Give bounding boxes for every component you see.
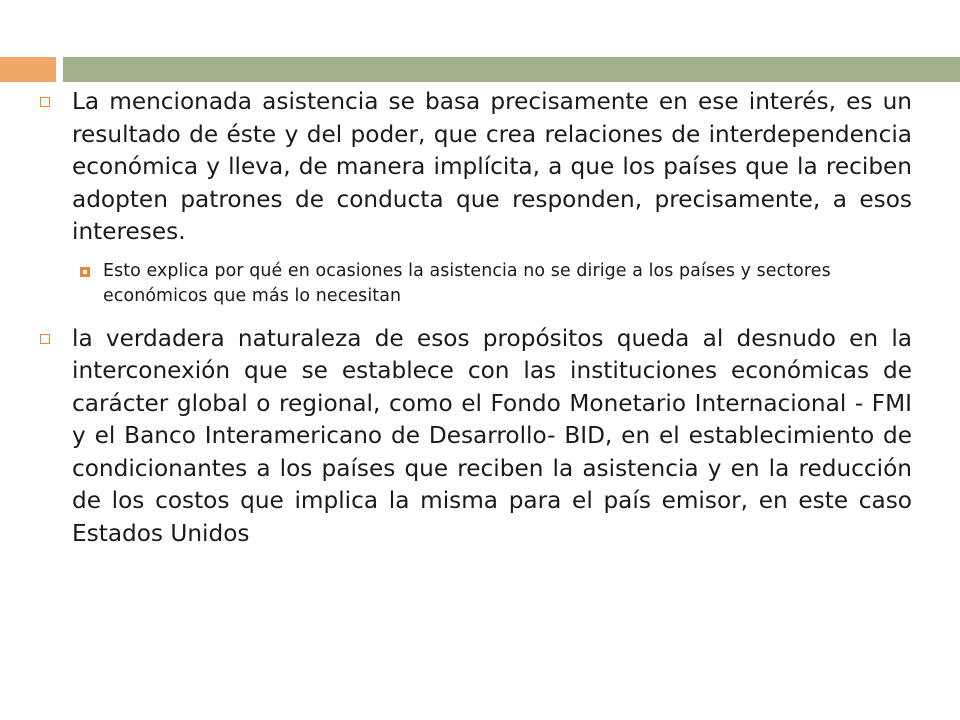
sub-bullet-text: Esto explica por qué en ocasiones la asistencia no se dirige a los países y sectores económicos que más lo necesitan [103, 260, 831, 306]
filled-square-bullet-icon [80, 267, 90, 277]
bullet-text: La mencionada asistencia se basa precisamente en ese interés, es un resultado de éste y del poder, que crea relaciones de interdependencia económica y lleva, de manera implícita, a que los países que la reciben adopten patrones de conducta que responden, precisamente, a esos intereses. [72, 88, 912, 245]
bullet-text: la verdadera naturaleza de esos propósitos queda al desnudo en la interconexión que se establece con las instituciones económicas de carácter global o regional, como el Fondo Monetario Internacional - FMI y el Banco Interamericano de Desarrollo- BID, en el establecimiento de condicionantes a los países que reciben la asistencia y en la reducción de los costos que implica la misma para el país emisor, en este caso Estados Unidos [72, 324, 912, 547]
square-bullet-icon [40, 97, 50, 107]
square-bullet-icon [40, 334, 50, 344]
bullet-item-1 [40, 86, 912, 249]
header-bar [63, 57, 960, 82]
sub-bullet-item-1 [80, 259, 912, 309]
header-accent-bar [0, 57, 56, 82]
bullet-item-2 [40, 323, 912, 551]
sub-bullet-list [80, 259, 912, 309]
slide-content [40, 86, 912, 550]
